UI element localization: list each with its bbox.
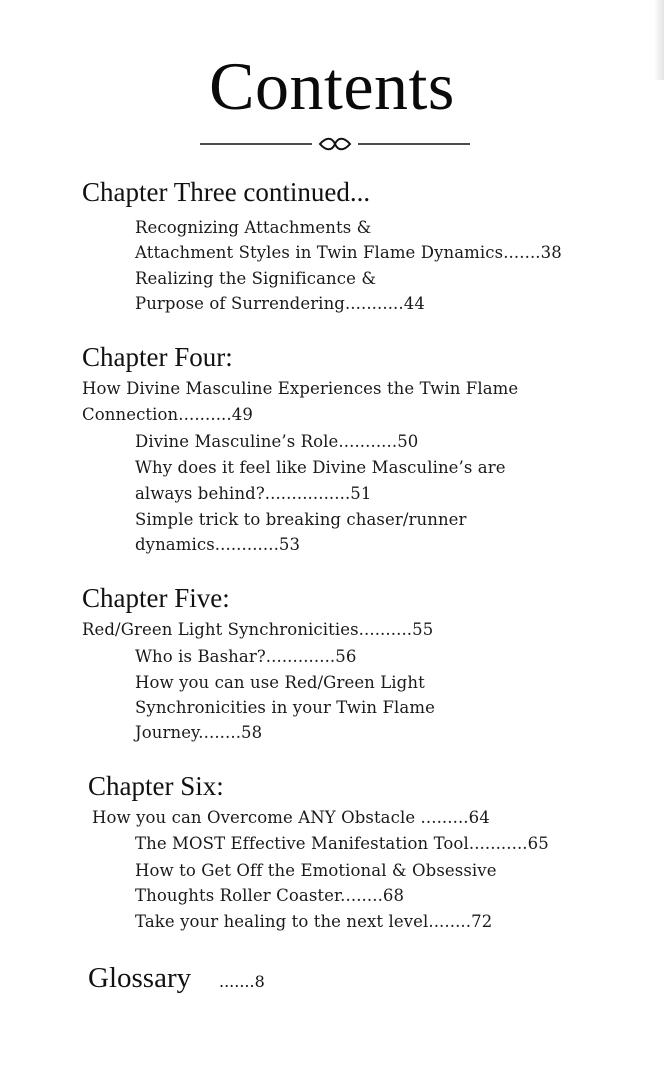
chapter-three-heading: Chapter Three continued... bbox=[82, 177, 371, 207]
chapter-six-heading: Chapter Six: bbox=[88, 771, 224, 801]
toc-entry[interactable]: Simple trick to breaking chaser/runner bbox=[135, 510, 467, 529]
toc-entry[interactable]: The MOST Effective Manifestation Tool...........65 bbox=[135, 834, 549, 853]
toc-entry[interactable]: Divine Masculine’s Role...........50 bbox=[135, 432, 419, 451]
toc-entry[interactable]: Thoughts Roller Coaster........68 bbox=[135, 886, 405, 905]
glossary-heading: Glossary bbox=[88, 962, 192, 994]
toc-entry[interactable]: Purpose of Surrendering...........44 bbox=[135, 294, 425, 313]
toc-entry[interactable]: Recognizing Attachments & bbox=[135, 218, 372, 237]
page-title: Contents bbox=[209, 48, 455, 124]
toc-entry[interactable]: How to Get Off the Emotional & Obsessive bbox=[135, 861, 497, 880]
toc-entry[interactable]: Take your healing to the next level........72 bbox=[135, 912, 493, 931]
chapter-five-heading: Chapter Five: bbox=[82, 583, 230, 613]
toc-entry[interactable]: Synchronicities in your Twin Flame bbox=[135, 698, 435, 717]
toc-entry[interactable]: Who is Bashar?.............56 bbox=[135, 647, 357, 666]
ornamental-divider bbox=[200, 134, 470, 154]
toc-entry[interactable]: Realizing the Significance & bbox=[135, 269, 377, 288]
chapter-four-heading: Chapter Four: bbox=[82, 342, 233, 372]
toc-entry[interactable]: How you can use Red/Green Light bbox=[135, 673, 425, 692]
toc-entry[interactable]: Journey........58 bbox=[135, 723, 263, 742]
toc-entry[interactable]: Why does it feel like Divine Masculine’s are bbox=[135, 458, 506, 477]
toc-entry[interactable]: always behind?................51 bbox=[135, 484, 372, 503]
glossary-entry[interactable]: .......8 bbox=[219, 972, 265, 991]
toc-entry[interactable]: Red/Green Light Synchronicities..........55 bbox=[82, 620, 434, 639]
toc-entry[interactable]: Attachment Styles in Twin Flame Dynamics.......38 bbox=[135, 243, 562, 262]
toc-entry[interactable]: How Divine Masculine Experiences the Twin Flame bbox=[82, 379, 519, 398]
toc-entry[interactable]: Connection..........49 bbox=[82, 405, 253, 424]
toc-entry[interactable]: dynamics............53 bbox=[135, 535, 301, 554]
toc-entry[interactable]: How you can Overcome ANY Obstacle .........64 bbox=[92, 808, 490, 827]
